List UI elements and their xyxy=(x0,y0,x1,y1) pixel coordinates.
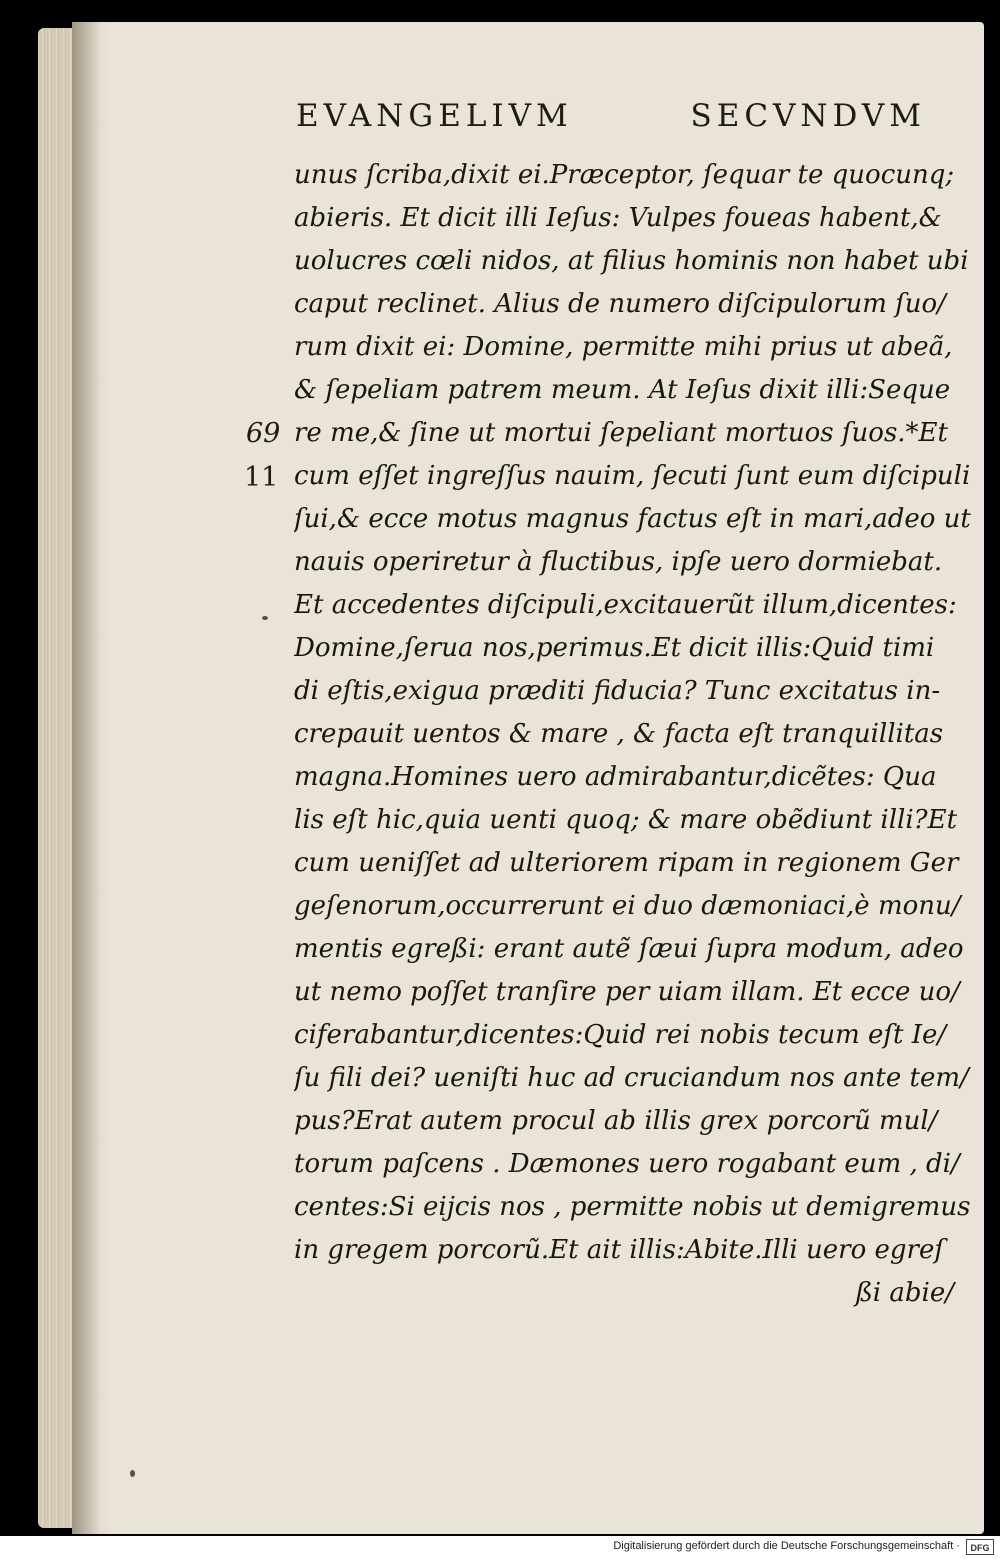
text-line: centes:Si eijcis nos , permitte nobis ut demigremus xyxy=(294,1192,971,1222)
text-line: ſui,& ecce motus magnus factus eſt in mari,adeo ut xyxy=(294,504,971,534)
running-head xyxy=(296,98,926,148)
digitization-footer xyxy=(0,1536,1000,1559)
text-line: unus ſcriba,dixit ei.Præceptor, ſequar te quocunq; xyxy=(294,160,955,190)
text-line: ut nemo poſſet tranſire per uiam illam. Et ecce uo/ xyxy=(294,977,960,1007)
text-line: di eſtis,exigua præditi fiducia? Tunc excitatus in- xyxy=(294,676,941,706)
spine-shadow xyxy=(72,22,100,1534)
text-line: magna.Homines uero admirabantur,dicẽtes: Qua xyxy=(294,762,937,792)
text-line: nauis operiretur à fluctibus, ipſe uero dormiebat. xyxy=(294,547,943,577)
margin-note-69: 69 xyxy=(246,418,281,449)
text-line: cum ueniſſet ad ulteriorem ripam in regionem Ger xyxy=(294,848,959,878)
ink-speck xyxy=(130,1470,135,1477)
dfg-logo: DFG xyxy=(966,1539,994,1555)
text-line: ciferabantur,dicentes:Quid rei nobis tecum eſt Ie/ xyxy=(294,1020,947,1050)
text-line: cum eſſet ingreſſus nauim, ſecuti ſunt eum diſcipuli xyxy=(294,461,971,491)
text-line: Et accedentes diſcipuli,excitauerũt illum,dicentes: xyxy=(294,590,957,620)
text-line: & ſepeliam patrem meum. At Ieſus dixit illi:Seque xyxy=(294,375,951,405)
text-line: abieris. Et dicit illi Ieſus: Vulpes foueas habent,& xyxy=(294,203,942,233)
margin-note-11: 11 xyxy=(244,462,279,493)
text-line-catchword: ßi abie/ xyxy=(855,1278,954,1308)
text-line: caput reclinet. Alius de numero diſcipulorum ſuo/ xyxy=(294,289,946,319)
text-line: pus?Erat autem procul ab illis grex porcorũ mul/ xyxy=(294,1106,938,1136)
running-head-left: EVANGELIVM xyxy=(296,98,573,134)
body-text xyxy=(294,154,974,1315)
text-line: lis eſt hic,quia uenti quoq; & mare obẽdiunt illi?Et xyxy=(294,805,958,835)
text-line: crepauit uentos & mare , & facta eſt tranquillitas xyxy=(294,719,944,749)
text-line: rum dixit ei: Domine, permitte mihi prius ut abeã, xyxy=(294,332,953,362)
footer-credit: Digitalisierung gefördert durch die Deutsche Forschungsgemeinschaft · xyxy=(613,1540,960,1552)
text-line: in gregem porcorũ.Et ait illis:Abite.Illi uero egreſ xyxy=(294,1235,944,1265)
text-line: Domine,ſerua nos,perimus.Et dicit illis:Quid timi xyxy=(294,633,935,663)
text-line: torum paſcens . Dæmones uero rogabant eum , di/ xyxy=(294,1149,960,1179)
text-line: geſenorum,occurrerunt ei duo dæmoniaci,è monu/ xyxy=(294,891,961,921)
running-head-right: SECVNDVM xyxy=(690,98,926,134)
text-line: re me,& ſine ut mortui ſepeliant mortuos ſuos.*Et xyxy=(294,418,948,448)
text-line: uolucres cœli nidos, at filius hominis non habet ubi xyxy=(294,246,969,276)
text-line: ſu fili dei? ueniſti huc ad cruciandum nos ante tem/ xyxy=(294,1063,969,1093)
text-line: mentis egreßi: erant autẽ ſæui ſupra modum, adeo xyxy=(294,934,964,964)
ink-speck xyxy=(262,616,268,620)
